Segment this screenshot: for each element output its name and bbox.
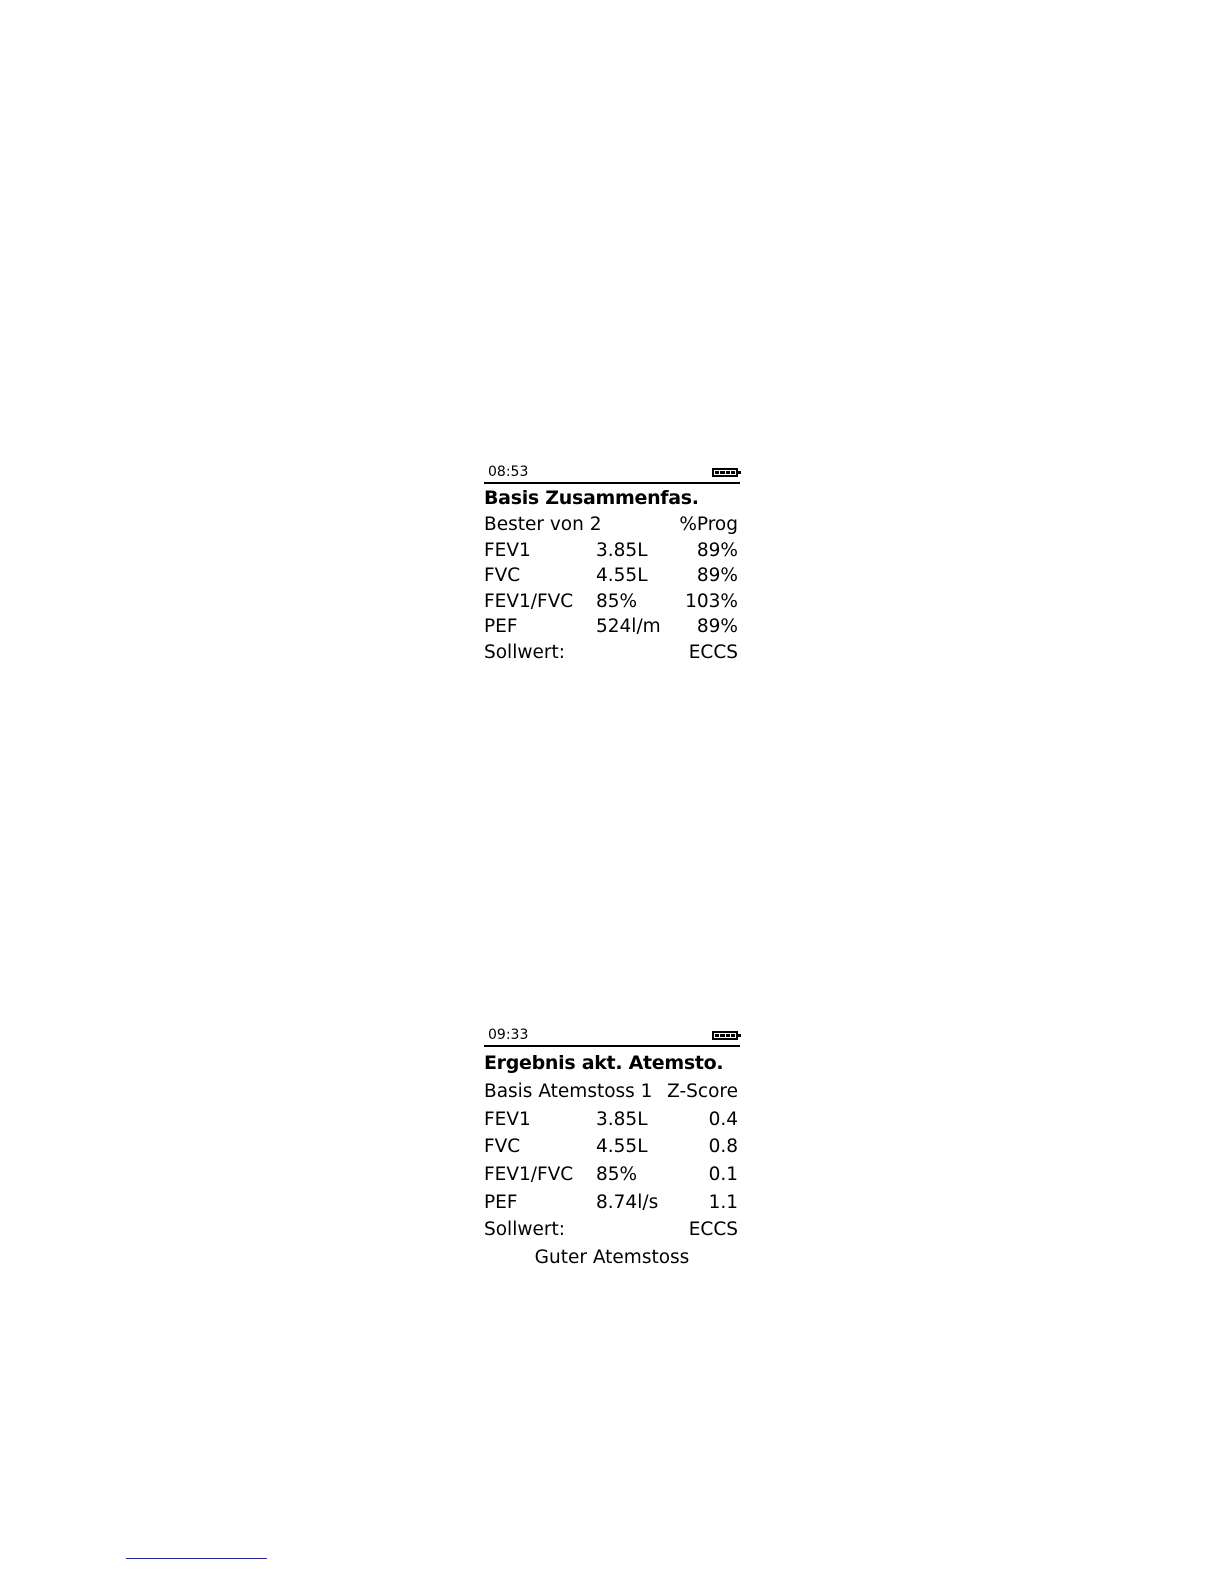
row-label: FVC [484,565,521,586]
clock-time: 08:53 [488,464,529,480]
sollwert-row [484,1216,740,1244]
header-trial: Basis Atemstoss 1 [484,1081,653,1102]
row-value: 3.85L [596,1108,648,1130]
status-bar [484,1027,740,1047]
table-row [484,1133,740,1161]
header-z-score: Z-Score [667,1081,738,1102]
row-percent: 103% [685,590,738,612]
table-row [484,538,740,564]
row-label: PEF [484,1191,518,1213]
row-value: 85% [596,590,638,612]
row-z-score: 0.4 [708,1108,738,1130]
sollwert-value: ECCS [688,1219,738,1241]
row-label: FVC [484,1136,521,1158]
table-row [484,614,740,640]
row-label: FEV1/FVC [484,590,574,612]
table-row [484,1189,740,1217]
row-percent: 89% [696,616,738,637]
row-value: 524l/m [596,616,661,637]
table-row [484,1106,740,1134]
table-header [484,1078,740,1106]
header-percent-predicted: %Prog [679,514,738,535]
device-screen-basis-summary [484,464,740,665]
table-row [484,589,740,615]
status-bar [484,464,740,484]
header-best-of: Bester von 2 [484,514,602,535]
row-value: 4.55L [596,1136,648,1158]
screen-title: Basis Zusammenfas. [484,487,699,509]
table-row [484,563,740,589]
sollwert-value: ECCS [688,641,738,663]
row-label: FEV1 [484,1108,531,1130]
row-z-score: 0.8 [708,1136,738,1158]
screen-title: Ergebnis akt. Atemsto. [484,1052,724,1074]
row-percent: 89% [696,565,738,586]
row-label: PEF [484,616,518,637]
battery-full-icon [712,468,738,477]
table-header [484,512,740,538]
row-value: 85% [596,1164,638,1186]
clock-time: 09:33 [488,1027,529,1043]
sollwert-label: Sollwert: [484,641,565,663]
row-percent: 89% [696,539,738,561]
footnote-separator-line [126,1558,267,1559]
trial-quality-message: Guter Atemstoss [534,1247,690,1269]
row-z-score: 0.1 [708,1164,738,1186]
row-value: 8.74l/s [596,1191,659,1213]
row-label: FEV1 [484,539,531,561]
sollwert-row [484,640,740,666]
row-label: FEV1/FVC [484,1164,574,1186]
battery-full-icon [712,1031,738,1040]
device-screen-trial-result [484,1027,740,1272]
row-value: 4.55L [596,565,648,586]
table-row [484,1161,740,1189]
row-z-score: 1.1 [708,1191,738,1213]
row-value: 3.85L [596,539,648,561]
sollwert-label: Sollwert: [484,1219,565,1241]
